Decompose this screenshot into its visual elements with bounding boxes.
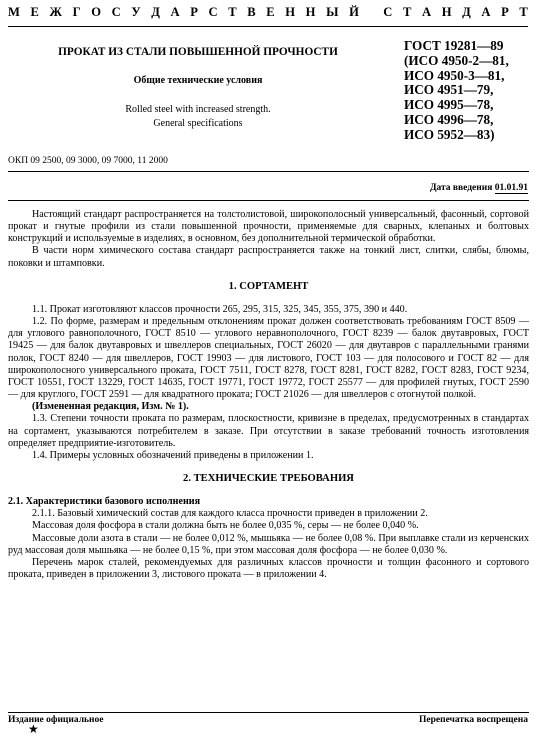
- document-subtitle: Общие технические условия: [133, 75, 263, 86]
- banner-letter: С: [383, 5, 393, 19]
- banner-letter: Е: [30, 5, 39, 19]
- gost-line: ИСО 5952—83): [404, 126, 495, 142]
- gost-line: ИСО 4950-3—81,: [404, 67, 505, 83]
- intro-paragraph: Настоящий стандарт распространяется на толстолистовой, широкополосный универсальный, фасонный, сортовой прокат и гнутые профили из стали повышенной прочности, применяемые для сварных, клепаных и болтовых конструкций и используемые в изделиях, в основном, без дополнительной термической обработки.: [8, 209, 529, 245]
- divider: [8, 171, 529, 172]
- banner-letter: Ы: [326, 5, 339, 19]
- english-title-line-2: General specifications: [153, 118, 243, 129]
- banner-letter: С: [111, 5, 121, 19]
- banner-letter: Т: [519, 5, 528, 19]
- document-body: [8, 209, 529, 581]
- banner-letter: Р: [190, 5, 198, 19]
- intro-paragraph: В части норм химического состава стандарт распространяется также на тонкий лист, слитки, слябы, блюмы, поковки и штамповки.: [8, 245, 529, 269]
- english-title-line-1: Rolled steel with increased strength.: [125, 104, 271, 115]
- banner-letter: О: [91, 5, 101, 19]
- title-block: [8, 46, 388, 131]
- banner-letter: У: [131, 5, 141, 19]
- clause-1-4: 1.4. Примеры условных обозначений приведены в приложении 1.: [32, 449, 314, 461]
- banner-letter: Т: [402, 5, 412, 19]
- gost-line: ИСО 4995—78,: [404, 97, 494, 113]
- banner-letter: Д: [151, 5, 160, 19]
- banner-letter: Н: [305, 5, 316, 19]
- banner-letter: Н: [285, 5, 296, 19]
- phosphorus-paragraph: Массовая доля фосфора в стали должна быть не более 0,035 %, серы — не более 0,040 %.: [32, 520, 419, 532]
- document-title: ПРОКАТ ИЗ СТАЛИ ПОВЫШЕННОЙ ПРОЧНОСТИ: [58, 46, 338, 58]
- banner-letter: М: [8, 5, 20, 19]
- banner-letter: Г: [72, 5, 81, 19]
- banner-letter: Е: [266, 5, 275, 19]
- subsection-heading: 2.1. Характеристики базового исполнения: [8, 496, 201, 508]
- banner-letter: [369, 5, 372, 20]
- date-label: Дата введения: [429, 183, 493, 193]
- banner-letter: Р: [501, 5, 509, 19]
- date-value: 01.01.91: [494, 183, 528, 193]
- clause-1-3: 1.3. Степени точности проката по размерам, плоскостности, кривизне в пределах, предусмотренных в стандартах на сортамент, указываются потребителем в заказе. При отсутствии в заказе требований точность изготовления определяет предприятие-изготовитель.: [8, 413, 529, 449]
- gost-designation: [404, 39, 509, 143]
- gost-line: ИСО 4996—78,: [404, 111, 494, 127]
- banner-letter: Н: [441, 5, 452, 19]
- banner-letter: Ж: [49, 5, 62, 19]
- divider: [8, 200, 529, 201]
- section-heading: 2. ТЕХНИЧЕСКИЕ ТРЕБОВАНИЯ: [183, 472, 354, 484]
- banner-letter: Т: [228, 5, 237, 19]
- official-edition-label: Издание официальное: [8, 715, 104, 725]
- gost-line: ГОСТ 19281—89: [404, 38, 504, 53]
- clause-1-2: 1.2. По форме, размерам и предельным отклонениям прокат должен соответствовать требованиям ГОСТ 8509 — для углового равнополочного, ГОСТ 8510 — углового неравнополочного, ГОСТ 8239 — балок двутавровых, ГОСТ 19425 — для балок двутавровых и швеллеров специальных, ГОСТ 26020 — для двутавров с параллельными гранями полок, ГОСТ 8240 — для швеллеров, ГОСТ 19903 — для листового, ГОСТ 103 — для полосового и ГОСТ 82 — для широкополосного универсального проката, ГОСТ 7511, ГОСТ 8278, ГОСТ 8281, ГОСТ 8282, ГОСТ 8283, ГОСТ 9234, ГОСТ 10551, ГОСТ 13229, ГОСТ 14635, ГОСТ 19771, ГОСТ 19772, ГОСТ 25577 — для профилей гнутых, ГОСТ 2590 — для круглого, ГОСТ 2591 — для квадратного проката; ГОСТ 21026 — для швеллеров с отогнутой полкой.: [8, 316, 529, 401]
- standard-banner: [8, 5, 528, 27]
- effective-date: [430, 183, 528, 193]
- amendment-note: (Измененная редакция, Изм. № 1).: [32, 401, 189, 413]
- banner-letter: С: [208, 5, 218, 19]
- section-heading: 1. СОРТАМЕНТ: [228, 280, 309, 292]
- english-title: [8, 103, 388, 131]
- reprint-prohibited-label: Перепечатка воспрещена: [418, 715, 528, 725]
- banner-letter: А: [421, 5, 432, 19]
- banner-letter: Й: [349, 5, 359, 19]
- clause-2-1-1: 2.1.1. Базовый химический состав для каждого класса прочности приведен в приложении 2.: [32, 508, 428, 520]
- gost-line: (ИСО 4950-2—81,: [404, 52, 509, 68]
- banner-letter: А: [170, 5, 180, 19]
- banner-letter: А: [481, 5, 491, 19]
- gost-line: ИСО 4951—79,: [404, 82, 494, 98]
- clause-1-1: 1.1. Прокат изготовляют классов прочности 265, 295, 315, 325, 345, 355, 375, 390 и 440.: [32, 303, 408, 315]
- nitrogen-paragraph: Массовые доли азота в стали — не более 0,012 %, мышьяка — не более 0,08 %. При выплавке стали из керченских руд массовая доля мышьяка — не более 0,15 %, при этом массовая доля фосфора — не более 0,030 %.: [8, 532, 529, 556]
- banner-letter: Д: [462, 5, 471, 19]
- footer-divider: [8, 712, 529, 713]
- banner-letter: В: [247, 5, 256, 19]
- okp-codes: ОКП 09 2500, 09 3000, 09 7000, 11 2000: [8, 156, 168, 166]
- steel-grades-paragraph: Перечень марок сталей, рекомендуемых для различных классов прочности и толщин фасонного и сортового проката, приведен в приложении 3, листового проката — в приложении 4.: [8, 556, 529, 581]
- star-icon: ★: [28, 722, 39, 736]
